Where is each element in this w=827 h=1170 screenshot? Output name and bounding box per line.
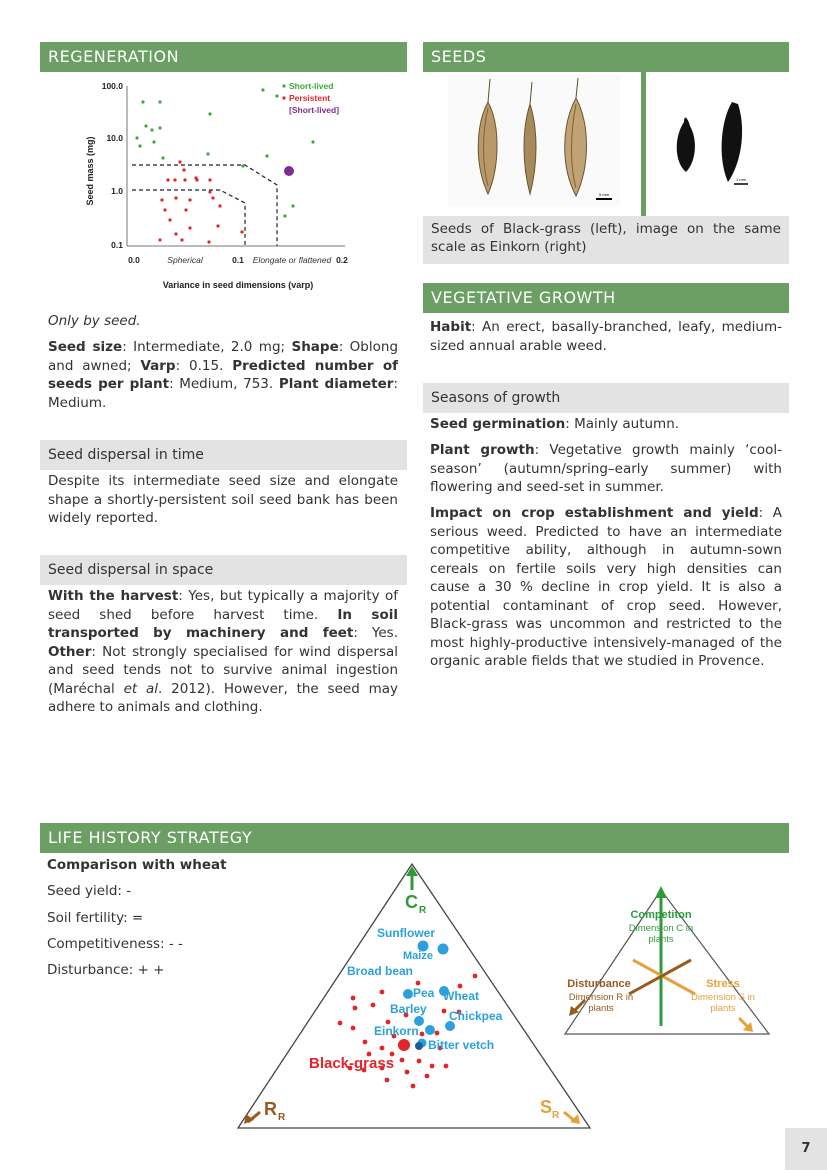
scale-label-right: 1 mm xyxy=(736,177,746,182)
other-label: Other xyxy=(48,643,92,660)
short-lived-point xyxy=(291,204,294,207)
harvest-label: With the harvest xyxy=(48,588,179,604)
crop-pea: Pea xyxy=(413,986,435,1000)
weed-point xyxy=(371,1003,376,1008)
crop-bitter-vetch: Bitter vetch xyxy=(428,1038,495,1052)
habit-paragraph xyxy=(430,318,782,355)
persistent-point xyxy=(180,238,183,241)
key-competition-title: Competiton xyxy=(630,909,692,921)
weed-point xyxy=(385,1078,390,1083)
germination-label: Seed germination xyxy=(430,416,566,432)
impact-value: : A serious weed. Predicted to have an intermediate competitive ability, although in autumn-sown cereals on fertile soils very high densities can cause a 30 % decline in crop yield. It is also a potential contaminant of crop seed. However, Black-grass was uncommon and restricted to the most highly-productive intensively-managed of the organic arable fields that we studied in Provence. xyxy=(430,505,783,669)
corner-r-label: R xyxy=(264,1099,277,1119)
key-stress-title: Stress xyxy=(706,978,740,990)
persistent-point xyxy=(240,230,243,233)
seed-size-value: : Intermediate, 2.0 mg; xyxy=(122,339,292,355)
persistent-point xyxy=(216,224,219,227)
crop-wheat: Wheat xyxy=(443,989,479,1003)
persistent-point xyxy=(158,238,161,241)
weed-point xyxy=(363,1040,368,1045)
short-lived-point xyxy=(241,164,244,167)
x-axis-label: Variance in seed dimensions (varp) xyxy=(162,280,314,290)
weed-point xyxy=(416,981,421,986)
weed-point xyxy=(411,1084,416,1089)
persistent-point xyxy=(178,160,181,163)
plant-growth-value: : Vegetative growth mainly ‘cool-season’ (autumn/spring–early summer) with flowering and seed-set in summer. xyxy=(430,442,782,495)
short-lived-point xyxy=(265,154,268,157)
persistent-point xyxy=(183,178,186,181)
weed-point xyxy=(417,1059,422,1064)
plant-diameter-value: : Medium. xyxy=(48,376,398,411)
dispersal-space-header: Seed dispersal in space xyxy=(40,555,407,585)
weed-point xyxy=(405,1070,410,1075)
soil-transport-label: In soil transported by machinery and feet xyxy=(48,606,398,641)
short-lived-point xyxy=(161,156,164,159)
weed-point xyxy=(380,990,385,995)
impact-paragraph xyxy=(430,504,782,671)
key-disturbance-sub: Dimension R in plants xyxy=(568,992,634,1014)
germination-paragraph xyxy=(430,415,782,434)
other-value-italic: et al xyxy=(123,680,159,697)
legend-short-lived: Short-lived xyxy=(289,81,334,91)
short-lived-point xyxy=(158,126,161,129)
black-grass-point xyxy=(284,166,294,176)
corner-s-sub: R xyxy=(552,1110,560,1121)
short-lived-point xyxy=(158,100,161,103)
corner-c-label: C xyxy=(405,892,418,912)
crop-barley: Barley xyxy=(390,1002,427,1016)
csr-triangle-diagram xyxy=(232,858,597,1133)
crop-sunflower: Sunflower xyxy=(377,926,436,940)
seasons-of-growth-header: Seasons of growth xyxy=(423,383,789,413)
varp-value: : 0.15. xyxy=(175,357,233,374)
weed-point xyxy=(458,984,463,989)
seed-photo-blackgrass xyxy=(448,74,620,206)
life-history-header: LIFE HISTORY STRATEGY xyxy=(40,823,789,853)
persistent-point xyxy=(188,198,191,201)
seed-size-label: Seed size xyxy=(48,339,123,355)
short-lived-point xyxy=(138,144,141,147)
short-lived-point xyxy=(144,124,147,127)
weed-point xyxy=(435,1031,440,1036)
comparison-soil-fertility: Soil fertility: = xyxy=(47,910,144,926)
persistent-point xyxy=(188,226,191,229)
persistent-point xyxy=(208,190,211,193)
x-tick-0: 0.0 xyxy=(128,255,140,265)
harvest-value: : Yes, but typically a majority of seed shed before harvest time. xyxy=(48,588,398,623)
short-lived-point xyxy=(208,112,211,115)
weed-point xyxy=(380,1046,385,1051)
persistent-point xyxy=(174,196,177,199)
short-lived-point xyxy=(141,100,144,103)
shape-label: Shape xyxy=(291,339,339,355)
seed-traits-paragraph xyxy=(48,338,398,412)
plant-growth-label: Plant growth xyxy=(430,442,535,458)
crop-broad-bean: Broad bean xyxy=(347,964,414,978)
dispersal-time-header: Seed dispersal in time xyxy=(40,440,407,470)
seed-silhouette-einkorn xyxy=(662,92,762,192)
dispersal-space-text xyxy=(48,587,398,717)
other-value-1: : Not strongly specialised for wind dispersal and seed tends not to survive animal ingestion (Maréchal xyxy=(48,643,398,697)
short-lived-point xyxy=(135,136,138,139)
x-tick-0-2: 0.2 xyxy=(336,255,348,265)
region-elongate-label: Elongate or flattened xyxy=(252,255,332,265)
weed-point xyxy=(338,1021,343,1026)
comparison-competitiveness: Competitiveness: - - xyxy=(47,936,183,952)
key-competition-sub: Dimension C in plants xyxy=(628,923,694,945)
other-value-2: . 2012). However, the seed may adhere to animals and clothing. xyxy=(48,680,399,715)
crop-chickpea: Chickpea xyxy=(449,1009,503,1023)
impact-label: Impact on crop establishment and yield xyxy=(430,505,759,521)
weed-point xyxy=(444,1064,449,1069)
persistent-point xyxy=(174,232,177,235)
weed-point xyxy=(351,1026,356,1031)
persistent-point xyxy=(218,204,221,207)
seed-mass-chart xyxy=(80,76,355,296)
page-number: 7 xyxy=(785,1128,827,1170)
weed-point xyxy=(473,974,478,979)
short-lived-point xyxy=(206,152,209,155)
persistent-point xyxy=(195,178,198,181)
plant-diameter-label: Plant diameter xyxy=(278,376,394,392)
regeneration-header: REGENERATION xyxy=(40,42,407,72)
crop-maize: Maize xyxy=(403,950,433,962)
germination-value: : Mainly autumn. xyxy=(565,416,680,432)
comparison-title: Comparison with wheat xyxy=(47,857,227,873)
csr-key-diagram xyxy=(563,882,773,1042)
weed-point xyxy=(425,1074,430,1079)
legend-persistent: Persistent xyxy=(289,93,331,103)
habit-label: Habit xyxy=(430,319,472,335)
corner-c-sub: R xyxy=(419,905,427,916)
legend-short-lived-bracket: [Short-lived] xyxy=(289,105,340,115)
short-lived-point xyxy=(283,214,286,217)
short-lived-point xyxy=(275,94,278,97)
focus-black-grass: Black-grass xyxy=(309,1055,395,1072)
predicted-seeds-value: : Medium, 753. xyxy=(169,376,279,392)
y-axis-label: Seed mass (mg) xyxy=(85,136,95,206)
persistent-point xyxy=(208,178,211,181)
soil-transport-value: : Yes. xyxy=(353,625,398,641)
y-tick-0-1: 0.1 xyxy=(111,240,123,250)
scatter-points xyxy=(135,88,314,243)
comparison-seed-yield: Seed yield: - xyxy=(47,883,132,899)
persistent-point xyxy=(182,168,185,171)
crop-einkorn: Einkorn xyxy=(374,1024,419,1038)
weed-point xyxy=(353,1006,358,1011)
weed-point xyxy=(351,996,356,1001)
short-lived-point xyxy=(150,128,153,131)
persistent-point xyxy=(163,208,166,211)
seeds-divider xyxy=(641,72,646,216)
habit-value: : An erect, basally-branched, leafy, medium-sized annual arable weed. xyxy=(430,319,782,354)
comparison-disturbance: Disturbance: + + xyxy=(47,962,165,978)
y-tick-1: 1.0 xyxy=(111,186,123,196)
persistent-point xyxy=(160,198,163,201)
corner-r-sub: R xyxy=(278,1112,286,1123)
dispersal-time-text: Despite its intermediate seed size and elongate shape a shortly-persistent soil seed bank has been widely reported. xyxy=(48,473,398,526)
persistent-point xyxy=(168,218,171,221)
persistent-point xyxy=(207,240,210,243)
scale-label-left: 5 mm xyxy=(599,192,609,197)
region-spherical-label: Spherical xyxy=(167,255,203,265)
plant-growth-paragraph xyxy=(430,441,782,497)
predicted-seeds-label: Predicted number of seeds per plant xyxy=(48,357,398,392)
weed-point xyxy=(430,1064,435,1069)
weed-point xyxy=(400,1058,405,1063)
varp-label: Varp xyxy=(140,357,176,374)
key-stress-sub: Dimension S in plants xyxy=(691,992,755,1014)
y-tick-100: 100.0 xyxy=(101,81,123,91)
persistent-point xyxy=(184,208,187,211)
only-by-seed-text: Only by seed. xyxy=(48,313,141,329)
vegetative-growth-header: VEGETATIVE GROWTH xyxy=(423,283,789,313)
short-lived-point xyxy=(261,88,264,91)
shape-value: : Oblong and awned; xyxy=(48,339,399,374)
short-lived-point xyxy=(311,140,314,143)
persistent-point xyxy=(173,178,176,181)
weed-point xyxy=(420,1032,425,1037)
short-lived-point xyxy=(152,140,155,143)
corner-s-label: S xyxy=(540,1097,553,1117)
key-disturbance-title: Disturbance xyxy=(567,978,631,990)
persistent-point xyxy=(166,178,169,181)
persistent-point xyxy=(211,196,214,199)
x-tick-0-1: 0.1 xyxy=(232,255,244,265)
weed-point xyxy=(442,1009,447,1014)
seeds-caption: Seeds of Black-grass (left), image on the same scale as Einkorn (right) xyxy=(423,216,789,264)
y-tick-10: 10.0 xyxy=(106,133,123,143)
seeds-header: SEEDS xyxy=(423,42,789,72)
